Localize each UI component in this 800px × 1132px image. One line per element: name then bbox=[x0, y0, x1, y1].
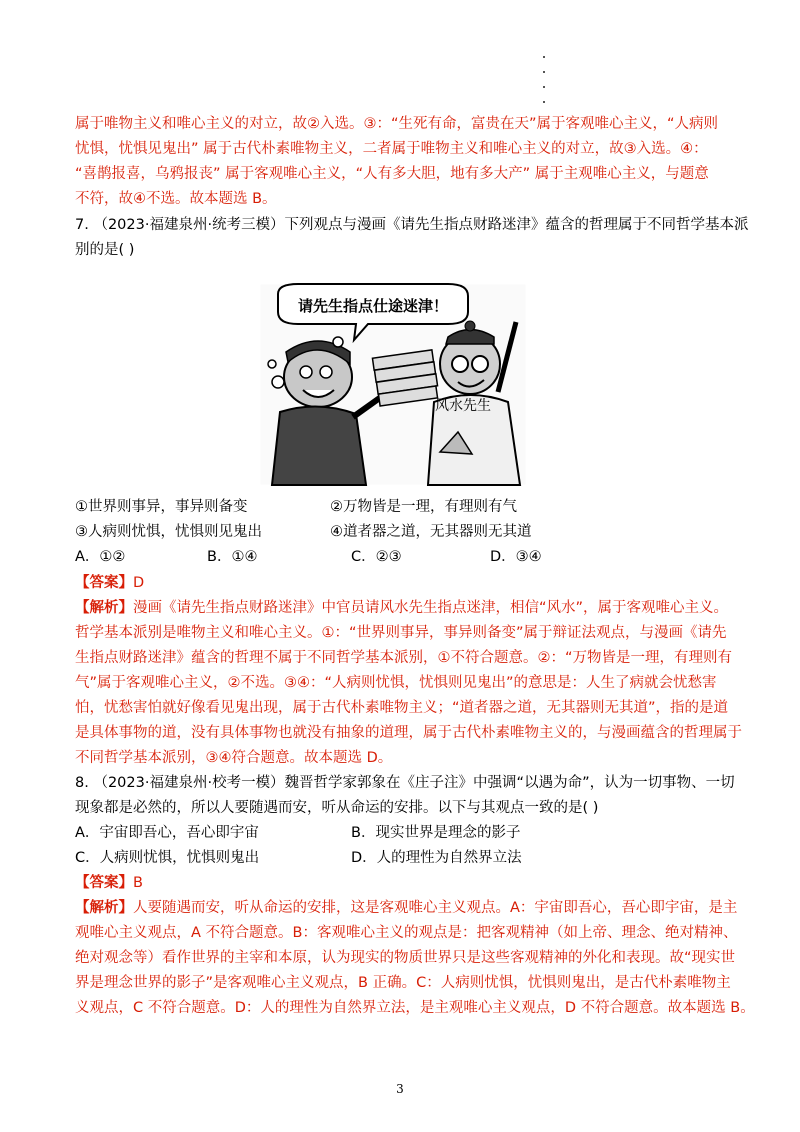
prev-analysis bbox=[75, 112, 735, 212]
q8-stem bbox=[75, 771, 735, 821]
q7-statement: ④道者器之道，无其器则无其道 bbox=[330, 524, 532, 540]
q7-stem bbox=[75, 213, 749, 263]
analysis-line: 哲学基本派别是唯物主义和唯心主义。①：“世界则事异，事异则备变”属于辩证法观点，与漫画《请先 bbox=[75, 625, 727, 641]
prev-analysis-line: 忧惧，忧惧见鬼出” 属于古代朴素唯物主义，二者属于唯物主义和唯心主义的对立，故③入选。④： bbox=[75, 141, 708, 157]
analysis-line: 不同哲学基本派别，③④符合题意。故本题选 D。 bbox=[75, 750, 393, 766]
q8-analysis bbox=[75, 896, 755, 1021]
page-number: 3 bbox=[396, 1082, 404, 1096]
q8-answer bbox=[75, 871, 735, 896]
q7-option-d: D．③④ bbox=[490, 549, 542, 565]
q7-stem-line: 别的是( ) bbox=[75, 242, 135, 258]
q8-option-c: C．人病则忧惧，忧惧则鬼出 bbox=[75, 850, 260, 866]
feng-shui-label: 风水先生 bbox=[435, 398, 491, 414]
answer-label: 【答案】 bbox=[75, 575, 133, 591]
q7-option-b: B．①④ bbox=[207, 549, 258, 565]
q7-stem-line: 7. （2023·福建泉州·统考三模）下列观点与漫画《请先生指点财路迷津》蕴含的哲理属于不同哲学基本派 bbox=[75, 217, 749, 233]
analysis-line: 人要随遇而安，听从命运的安排，这是客观唯心主义观点。A：宇宙即吾心，吾心即宇宙，是主 bbox=[133, 900, 738, 916]
q7-analysis bbox=[75, 596, 742, 771]
prev-analysis-line: 属于唯物主义和唯心主义的对立，故②入选。③：“生死有命，富贵在天”属于客观唯心主义，“人病则 bbox=[75, 116, 719, 132]
q7-answer bbox=[75, 571, 735, 596]
analysis-line: 漫画《请先生指点财路迷津》中官员请风水先生指点迷津，相信“风水”，属于客观唯心主义。 bbox=[133, 600, 729, 616]
analysis-line: 绝对观念等）看作世界的主宰和本原，认为现实的物质世界只是这些客观精神的外化和表现。故“现实世 bbox=[75, 950, 736, 966]
analysis-line: 是具体事物的道，没有具体事物也就没有抽象的道理，属于古代朴素唯物主义的，与漫画蕴含的哲理属于 bbox=[75, 725, 742, 741]
prev-analysis-line: “喜鹊报喜，乌鸦报丧” 属于客观唯心主义，“人有多大胆，地有多大产” 属于主观唯心主义，与题意 bbox=[75, 166, 709, 182]
answer-value: D bbox=[133, 575, 145, 591]
prev-analysis-line: 不符，故④不选。故本题选 B。 bbox=[75, 191, 277, 207]
header-dots bbox=[543, 56, 547, 116]
answer-label: 【答案】 bbox=[75, 875, 133, 891]
q8-stem-line: 现象都是必然的，所以人要随遇而安，听从命运的安排。以下与其观点一致的是( ) bbox=[75, 800, 599, 816]
q7-statement: ③人病则忧惧，忧惧则见鬼出 bbox=[75, 524, 262, 540]
analysis-line: 界是理念世界的影子”是客观唯心主义观点，B 正确。C：人病则忧惧，忧惧则鬼出，是古代朴素唯物主 bbox=[75, 975, 731, 991]
analysis-label: 【解析】 bbox=[75, 600, 133, 616]
analysis-line: 怕，忧愁害怕就好像看见鬼出现，属于古代朴素唯物主义；“道者器之道，无其器则无其道”，指的是道 bbox=[75, 700, 729, 716]
analysis-line: 观唯心主义观点，A 不符合题意。B：客观唯心主义的观点是：把客观精神（如上帝、理念、绝对精神、 bbox=[75, 925, 738, 941]
q8-option-b: B．现实世界是理念的影子 bbox=[351, 825, 521, 841]
analysis-line: 义观点，C 不符合题意。D：人的理性为自然界立法，是主观唯心主义观点，D 不符合题意。故本题选 B。 bbox=[75, 1000, 755, 1016]
q8-option-a: A．宇宙即吾心，吾心即宇宙 bbox=[75, 825, 259, 841]
q8-stem-line: 8. （2023·福建泉州·校考一模）魏晋哲学家郭象在《庄子注》中强调“以遇为命”，认为一切事物、一切 bbox=[75, 775, 735, 791]
speech-bubble-text: 请先生指点仕途迷津！ bbox=[297, 297, 449, 315]
q7-option-a: A．①② bbox=[75, 549, 126, 565]
q7-statement: ①世界则事异，事异则备变 bbox=[75, 499, 248, 515]
q8-option-d: D．人的理性为自然界立法 bbox=[351, 850, 522, 866]
answer-value: B bbox=[133, 875, 143, 891]
analysis-line: 生指点财路迷津》蕴含的哲理不属于不同哲学基本派别，①不符合题意。②：“万物皆是一理，有理则有 bbox=[75, 650, 733, 666]
analysis-line: 气”属于客观唯心主义，②不选。③④：“人病则忧惧，忧惧则见鬼出”的意思是：人生了病就会忧愁害 bbox=[75, 675, 717, 691]
q7-option-c: C．②③ bbox=[351, 549, 402, 565]
q7-statement: ②万物皆是一理，有理则有气 bbox=[330, 499, 517, 515]
analysis-label: 【解析】 bbox=[75, 900, 133, 916]
cartoon-image bbox=[258, 282, 528, 487]
